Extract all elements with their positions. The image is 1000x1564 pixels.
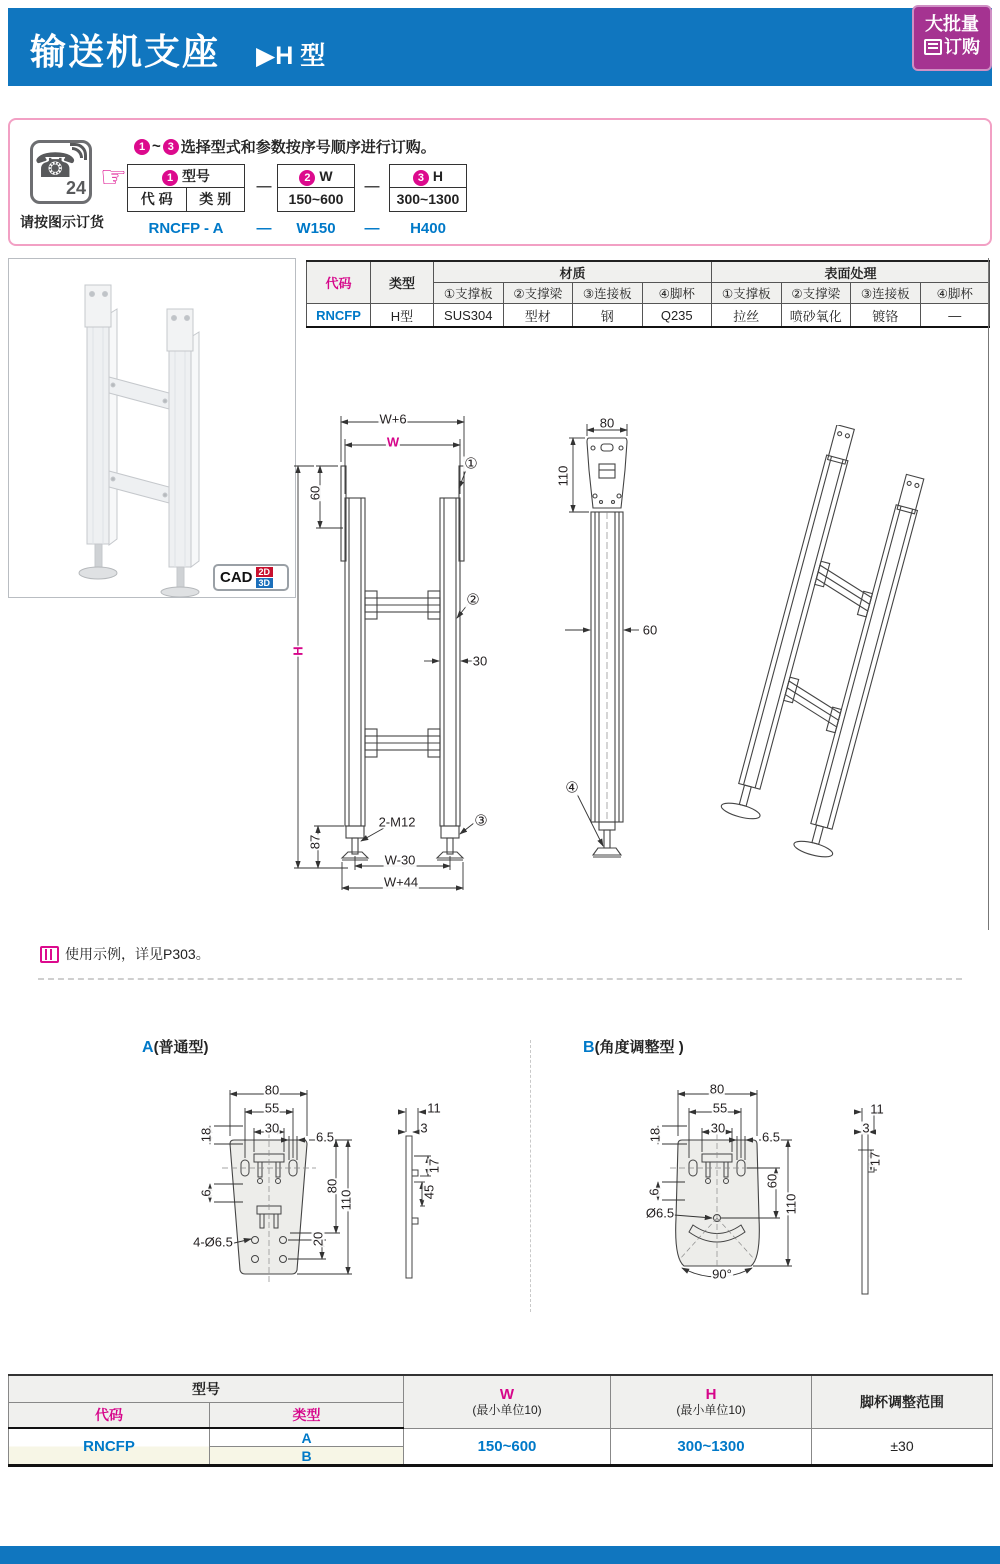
- dim-label: 110: [338, 1189, 354, 1211]
- col-type: 类型: [371, 261, 434, 304]
- section-divider: [530, 1040, 531, 1312]
- order-box-model-label: 型号: [181, 168, 210, 184]
- dim-label: 30: [710, 1120, 726, 1136]
- dim-label: 4-Ø6.5: [193, 1234, 233, 1250]
- cell-h: 300~1300: [611, 1428, 812, 1466]
- dim-label: Ø6.5: [645, 1205, 675, 1221]
- dim-label: 30: [264, 1120, 280, 1136]
- badge-line1: 大批量: [925, 14, 979, 34]
- ordering-instruction: [134, 136, 436, 157]
- dim-label: 6.5: [761, 1129, 781, 1145]
- cell: H型: [371, 304, 434, 328]
- dim-label: 3: [420, 1120, 428, 1136]
- dim-label: 6: [198, 1189, 214, 1197]
- dim-label: 80: [264, 1082, 280, 1098]
- dim-label: 110: [783, 1193, 799, 1215]
- dim-label: W+6: [379, 411, 407, 427]
- ordering-guide: [8, 118, 992, 246]
- side-view-drawing: [553, 408, 713, 868]
- cell-w: 150~600: [404, 1428, 611, 1466]
- section-a-name: (普通型): [153, 1039, 209, 1056]
- section-a-title: [142, 1036, 209, 1057]
- dashed-divider: [38, 978, 962, 980]
- dim-label: 87: [307, 834, 323, 850]
- subcol: ①支撑板: [434, 283, 504, 304]
- dim-label: 80: [709, 1081, 725, 1097]
- step3-badge: 3: [413, 170, 429, 186]
- col-foot-range: 脚杯调整范围: [812, 1375, 993, 1428]
- dim-label: H: [290, 646, 306, 656]
- col-type: 类型: [210, 1403, 404, 1429]
- dim-label: ④: [565, 779, 579, 797]
- dim-label: 18: [198, 1127, 214, 1143]
- order-box-model: [127, 164, 245, 212]
- dim-label: 80: [324, 1178, 340, 1194]
- cell-code: RNCFP: [307, 304, 371, 328]
- step3-badge: 3: [163, 139, 179, 155]
- plate-a-drawing: [150, 1078, 465, 1303]
- cell-range: ±30: [812, 1428, 993, 1466]
- col-material: 材质: [434, 261, 712, 283]
- bulk-order-badge: [912, 5, 992, 71]
- dim-label: 55: [712, 1100, 728, 1116]
- col-h-unit: (最小单位10): [676, 1402, 746, 1417]
- dim-label: 45: [421, 1184, 437, 1200]
- cell: —: [920, 304, 990, 328]
- plate-a-linework: [150, 1078, 465, 1303]
- step1-badge: 1: [162, 170, 178, 186]
- order-dash: —: [256, 178, 272, 195]
- page-header: [8, 8, 992, 86]
- phone-icon: ☎: [34, 147, 77, 185]
- dim-label: 60: [642, 622, 658, 638]
- dim-label: 11: [427, 1100, 441, 1116]
- cell: 钢: [573, 304, 643, 328]
- pointing-hand-icon: ☞: [100, 161, 127, 194]
- order-box-h-header: [390, 165, 466, 188]
- col-w-label: W: [499, 1385, 515, 1403]
- section-b-title: [583, 1036, 684, 1057]
- subcol: ③连接板: [573, 283, 643, 304]
- dim-label: ①: [464, 455, 478, 473]
- size-row-a: [9, 1428, 993, 1447]
- col-model: 型号: [9, 1375, 404, 1403]
- page-title: 输送机支座: [30, 31, 221, 72]
- order-box-type-label: 类 别: [186, 188, 245, 211]
- side-view-linework: [553, 408, 713, 868]
- product-render: [9, 259, 295, 597]
- dim-label: W-30: [384, 852, 416, 868]
- cell: 拉丝: [712, 304, 782, 328]
- col-h: [611, 1375, 812, 1428]
- dim-label: 80: [599, 415, 615, 431]
- dim-label: W: [386, 434, 400, 450]
- dim-label: 17: [867, 1151, 883, 1167]
- cell-type-b: B: [210, 1447, 404, 1466]
- isometric-linework: [700, 425, 980, 870]
- product-photo: [8, 258, 296, 598]
- dim-label: 17: [426, 1158, 442, 1174]
- cell-type-a: A: [210, 1428, 404, 1447]
- signal-wave-icon: [70, 143, 87, 160]
- cell: 喷砂氧化: [781, 304, 851, 328]
- dim-label: 90°: [712, 1266, 732, 1282]
- example-dash: —: [364, 220, 380, 237]
- dim-label: 30: [472, 653, 488, 669]
- cell-code: RNCFP: [9, 1428, 210, 1466]
- phone-24-label: 24: [65, 178, 86, 198]
- plate-b-drawing: [590, 1078, 925, 1333]
- bulk-order-icon: [924, 39, 942, 55]
- order-box-w-label: W: [319, 168, 333, 184]
- tilde: ~: [152, 138, 161, 155]
- example-h: H400: [410, 220, 446, 237]
- order-box-code-label: 代 码: [140, 191, 173, 207]
- subcol: ③连接板: [851, 283, 921, 304]
- dim-label: 55: [264, 1100, 280, 1116]
- step2-badge: 2: [299, 170, 315, 186]
- col-code: 代码: [9, 1403, 210, 1429]
- instruction-text: 选择型式和参数按序号顺序进行订购。: [180, 139, 436, 156]
- cad-badge: [213, 564, 289, 591]
- section-a-letter: A: [142, 1039, 154, 1056]
- cell: Q235: [642, 304, 712, 328]
- dim-label: 11: [870, 1101, 884, 1117]
- order-box-w-range: 150~600: [288, 191, 344, 207]
- subcol: ②支撑梁: [781, 283, 851, 304]
- dim-label: 18: [647, 1127, 663, 1143]
- spec-row: [307, 304, 990, 328]
- cell: 镀铬: [851, 304, 921, 328]
- badge-line2: 订购: [944, 36, 980, 57]
- dim-label: W+44: [383, 874, 419, 890]
- dim-label: ②: [466, 591, 480, 609]
- example-w: W150: [296, 220, 336, 237]
- dim-label: 60: [764, 1173, 780, 1189]
- dim-label: 110: [555, 465, 571, 487]
- page-footer-bar: [0, 1546, 1000, 1564]
- dim-label: 60: [307, 485, 323, 501]
- subcol: ④脚杯: [920, 283, 990, 304]
- reference-icon: [40, 946, 59, 963]
- order-box-w: [277, 164, 355, 212]
- col-code: 代码: [307, 261, 371, 304]
- cad-2d-tag: 2D: [256, 567, 274, 577]
- page-subtitle: ▶H 型: [256, 42, 326, 70]
- subcol: ①支撑板: [712, 283, 782, 304]
- dim-label: ③: [474, 812, 488, 830]
- order-box-h-range: 300~1300: [396, 191, 460, 207]
- step1-badge: 1: [134, 139, 150, 155]
- order-box-w-header: [278, 165, 354, 188]
- order-box-h-label: H: [432, 168, 443, 184]
- example-dash: —: [256, 220, 272, 237]
- dim-label: 2-M12: [378, 814, 416, 830]
- col-w-unit: (最小单位10): [472, 1402, 542, 1417]
- size-table: [8, 1374, 993, 1467]
- phone-24h-icon: [30, 140, 92, 204]
- cell: SUS304: [434, 304, 504, 328]
- usage-note-text: 使用示例，详见P303。: [65, 946, 210, 962]
- dim-label: 6: [646, 1188, 662, 1196]
- section-b-letter: B: [583, 1039, 595, 1056]
- cad-3d-tag: 3D: [256, 578, 274, 588]
- order-box-h: [389, 164, 467, 212]
- dim-label: 20: [310, 1231, 326, 1247]
- usage-note: [40, 944, 210, 964]
- order-dash: —: [364, 178, 380, 195]
- col-surface: 表面处理: [712, 261, 990, 283]
- col-w: [404, 1375, 611, 1428]
- subcol: ②支撑梁: [503, 283, 573, 304]
- subcol: ④脚杯: [642, 283, 712, 304]
- dim-label: 6.5: [315, 1129, 335, 1145]
- example-part-number: RNCFP - A: [148, 220, 224, 237]
- content-frame-border: [988, 258, 989, 930]
- cad-label: CAD: [220, 569, 253, 586]
- dim-label: 3: [862, 1120, 870, 1136]
- order-caption: 请按图示订货: [20, 214, 104, 230]
- order-box-model-header: [128, 165, 244, 188]
- material-spec-table: [306, 260, 990, 328]
- section-b-name: (角度调整型 ): [594, 1039, 684, 1056]
- isometric-drawing: [700, 425, 980, 870]
- col-h-label: H: [705, 1385, 717, 1403]
- cell: 型材: [503, 304, 573, 328]
- front-view-drawing: [288, 398, 508, 898]
